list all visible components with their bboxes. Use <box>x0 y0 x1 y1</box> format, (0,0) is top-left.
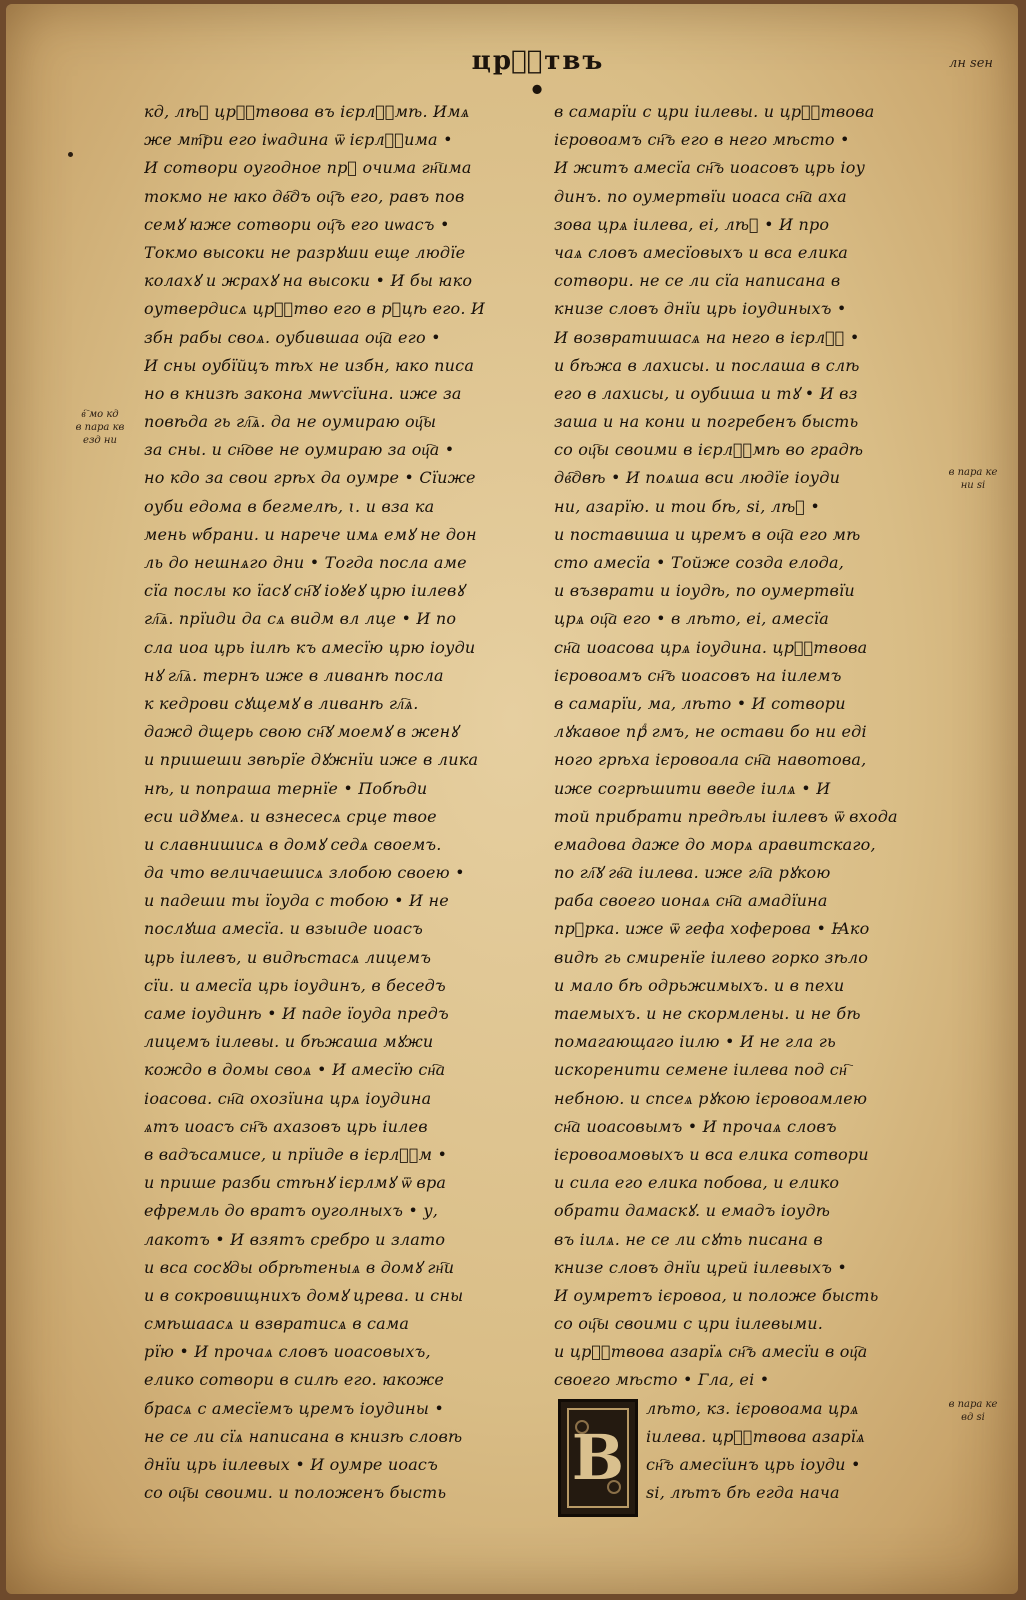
text-line: и възврати и іоудѣ, по оумертвїи <box>554 581 855 601</box>
text-line: рїю • И прочаѧ словъ иоасовыхъ, <box>144 1342 431 1362</box>
text-line: еси идꙋмеѧ. и взнесесѧ срце твое <box>144 806 437 826</box>
text-line: сла иоа црь іилѣ къ амесїю црю іоуди <box>144 637 476 657</box>
margin-note-left: в҇ мо кд в пара кв езд ни <box>75 409 125 446</box>
text-line: сїи. и амесїа црь іоудинъ, в беседъ <box>144 975 446 995</box>
text-line: послꙋша амесїа. и взыиде иоасъ <box>144 919 423 939</box>
text-line: заша и на кони и погребенъ бысть <box>554 412 859 432</box>
text-line: въ іилѧ. не се ли сꙋть писана в <box>554 1229 823 1249</box>
text-line: чаѧ словъ амесїовыхъ и вса елика <box>554 242 848 262</box>
text-line: но кдо за свои грѣх да оумре • Сїиже <box>144 468 476 488</box>
margin-note-right-1: в пара ке ни ѕі <box>948 467 998 491</box>
margin-note-right-2: в пара ке вд ѕі <box>948 1399 998 1423</box>
text-line: ль до нешнѧго дни • Тогда посла аме <box>144 553 467 572</box>
text-line: и вса сосꙋды обрѣтеныѧ в домꙋ гн҇и <box>144 1257 455 1277</box>
text-line: мень ѡбрани. и нарече имѧ емꙋ не дон <box>144 524 477 544</box>
text-line: со оц҇ы своими. и положенъ бысть <box>144 1483 447 1503</box>
text-line: брасѧ с амесїемъ цремъ іоудины • <box>144 1398 445 1418</box>
text-line: книзе словъ днїи црей іилевыхъ • <box>554 1257 848 1277</box>
text-line: не се ли сїѧ написана в книзѣ словѣ <box>144 1426 463 1446</box>
text-line: црѧ оц҇а его • в лѣто, еі, амесїа <box>554 609 829 629</box>
text-line: зова црѧ іилева, еі, лѣⷮ • И про <box>554 214 830 234</box>
text-line: семꙋ ꙗже сотвори оц҇ъ его иѡасъ • <box>144 214 450 234</box>
text-line: своего мѣсто • Гла, еі • <box>554 1370 770 1390</box>
text-line: и в сокровищнихъ домꙋ црева. и сны <box>144 1285 464 1305</box>
text-line: искоренити семене іилева под сн҇ <box>554 1060 848 1080</box>
text-line: днїи црь іилевых • И оумре иоасъ <box>144 1455 438 1474</box>
text-line: ієровоамъ сн҇ъ иоасовъ на іилемъ <box>554 665 842 685</box>
text-line: И сотвори оугодное прⷣ очима гн҇има <box>144 158 472 178</box>
text-line: ѕі, лѣтъ бѣ егда нача <box>646 1483 840 1503</box>
text-line: по гл҇ꙋ гв҇а іилева. иже гл҇а рꙋкою <box>554 863 831 883</box>
text-line: и мало бѣ одрьжимыхъ. и в пехи <box>554 975 845 995</box>
text-line: книзе словъ днїи црь іоудиныхъ • <box>554 299 847 319</box>
text-line: и поставиша и цремъ в оц҇а его мѣ <box>554 524 861 544</box>
text-line: помагающаго іилю • И не гла гь <box>554 1032 836 1052</box>
text-line: ефремль до вратъ оуголныхъ • у, <box>144 1201 439 1221</box>
text-line: сн҇ъ амесїинъ црь іоуди • <box>646 1455 861 1474</box>
text-line: сотвори. не се ли сїа написана в <box>554 271 841 291</box>
text-line: сїа послы ко їасꙋ сн҇ꙋ іоꙋеꙋ црю іилевꙋ <box>144 581 465 601</box>
text-line: же мт҇ри его іѡадина ѿ ієрлⷭ҇има • <box>144 130 453 150</box>
text-line: и пришеши звѣрїе дꙋжнїи иже в лика <box>144 750 479 770</box>
text-line: видѣ гь смиренїе іилево горко зѣло <box>554 947 869 967</box>
text-line: оутвердисѧ црⷭ҇тво его в рꙋцѣ его. И <box>144 299 486 319</box>
text-line: ѧтъ иоасъ сн҇ъ ахазовъ црь іилев <box>144 1116 428 1136</box>
text-line: и прише разби стѣнꙋ ієрлмꙋ ѿ вра <box>144 1173 447 1193</box>
margin-dot <box>68 152 73 157</box>
text-line: повѣда гь гл҇ѧ. да не оумираю оц҇ы <box>144 412 437 432</box>
text-line: со оц҇ы своими в ієрлⷭ҇мѣ во градѣ <box>554 440 864 460</box>
text-line: И оумретъ ієровоа, и положе бысть <box>554 1285 879 1305</box>
text-line: елико сотвори в силѣ его. ꙗкоже <box>144 1370 445 1390</box>
right-column-lines <box>554 98 926 1395</box>
text-line: нꙋ гл҇ѧ. тернъ иже в ливанѣ посла <box>144 665 444 685</box>
text-line: и сила его елика побова, и елико <box>554 1173 840 1193</box>
text-line: в самарїи, ма, лѣто • И сотвори <box>554 693 846 713</box>
text-line: да что величаешисѧ злобою своею • <box>144 863 465 883</box>
text-line: емадова даже до морѧ аравитскаго, <box>554 834 876 854</box>
text-line: обрати дамаскꙋ. и емадъ іоудѣ <box>554 1201 831 1221</box>
text-line: дажд дщерь свою сн҇ꙋ моемꙋ в женꙋ <box>144 722 459 742</box>
text-line: саме іоудинѣ • И паде їоуда предъ <box>144 1004 449 1023</box>
text-line: кождо в домы своѧ • И амесїю сн҇а <box>144 1060 446 1080</box>
text-line: смѣшаасѧ и взвратисѧ в сама <box>144 1314 410 1334</box>
text-column-right <box>554 98 926 1515</box>
text-line: прⷪрка. иже ѿ гефа хоферова • Ꙗко <box>554 919 870 939</box>
manuscript-page <box>6 4 1018 1594</box>
text-line: кд, лѣⷮ црⷭ҇твова въ ієрлⷭ҇мѣ. Имѧ <box>144 102 470 121</box>
text-column-left <box>144 98 522 1507</box>
text-line: и црⷭ҇твова азарїѧ сн҇ъ амесїи в оц҇а <box>554 1342 868 1362</box>
initial-letter: В <box>571 1421 625 1495</box>
text-line: нѣ, и попраша тернїе • Побѣди <box>144 778 428 798</box>
text-line: его в лахисы, и оубиша и тꙋ • И вз <box>554 383 858 403</box>
folio-number: лн ѕен <box>949 56 993 71</box>
text-line: лꙋкавое прⷣ гмъ, не остави бо ни еді <box>554 722 867 742</box>
text-line: ни, азарїю. и тои бѣ, ѕі, лѣⷮ • <box>554 496 821 516</box>
text-line: Токмо высоки не разрꙋши еще людїе <box>144 242 466 262</box>
text-line: токмо не ꙗко дв҇дъ оц҇ъ его, равъ пов <box>144 186 465 206</box>
text-line: колахꙋ и жрахꙋ на высоки • И бы ꙗко <box>144 271 473 291</box>
text-line: той прибрати предѣлы іилевъ ѿ входа <box>554 806 898 826</box>
text-line: сн҇а иоасовымъ • И прочаѧ словъ <box>554 1116 837 1136</box>
text-line: динъ. по оумертвїи иоаса сн҇а аха <box>554 186 847 206</box>
text-line: и славнишисѧ в домꙋ седѧ своемъ. <box>144 834 442 854</box>
decorated-initial <box>558 1399 638 1517</box>
text-line: дв҇двѣ • И поѧша вси людїе іоуди <box>554 468 841 488</box>
text-line: к кедрови сꙋщемꙋ в ливанѣ гл҇ѧ. <box>144 693 419 713</box>
initial-block <box>554 1395 926 1515</box>
text-line: в вадъсамисе, и прїиде в ієрлⷭ҇м • <box>144 1144 448 1164</box>
text-line: лакотъ • И взятъ сребро и злато <box>144 1229 446 1249</box>
text-line: иже согрѣшити введе іилѧ • И <box>554 778 831 798</box>
text-line: гл҇ѧ. прїиди да сѧ видм вл лце • И по <box>144 609 457 629</box>
text-line: И сны оубїйцъ тѣх не избн, ꙗко писа <box>144 355 475 375</box>
text-line: оуби едома в бегмелѣ, ꙇ. и вза ка <box>144 496 435 516</box>
text-line: іилева. црⷭ҇твова азарїѧ <box>646 1426 866 1446</box>
text-line: лицемъ іилевы. и бѣжаша мꙋжи <box>144 1032 434 1052</box>
text-line: ієровоамовыхъ и вса елика сотвори <box>554 1144 869 1164</box>
text-line: сто амесїа • Тойже созда елода, <box>554 553 845 572</box>
text-line: таемыхъ. и не скормлены. и не бѣ <box>554 1004 861 1023</box>
initial-text <box>646 1395 926 1508</box>
text-line: ієровоамъ сн҇ъ его в него мѣсто • <box>554 130 850 150</box>
text-line: небною. и спсеѧ рꙋкою ієровоамлею <box>554 1088 868 1108</box>
text-line: раба своего ионаѧ сн҇а амадїина <box>554 891 828 911</box>
text-line: в самарїи с цри іилевы. и црⷭ҇твова <box>554 102 875 121</box>
text-line: но в книзѣ закона мѡѵсїина. иже за <box>144 383 462 403</box>
text-line: збн рабы своѧ. оубившаа оц҇а его • <box>144 327 441 347</box>
text-line: И возвратишасѧ на него в ієрлⷭ҇ • <box>554 327 860 347</box>
running-head: црⷭ҇твъ • <box>471 46 605 106</box>
text-line: црь іилевъ, и видѣстасѧ лицемъ <box>144 947 432 967</box>
text-line: со оц҇ы своими с цри іилевыми. <box>554 1314 824 1334</box>
text-line: сн҇а иоасова црѧ іоудина. црⷭ҇твова <box>554 637 868 657</box>
text-line: за сны. и сн҇ове не оумираю за оц҇а • <box>144 440 455 460</box>
text-line: лѣто, кз. ієровоама црѧ <box>646 1398 859 1418</box>
text-line: И житъ амесїа сн҇ъ иоасовъ црь іоу <box>554 158 866 178</box>
text-line: и бѣжа в лахисы. и послаша в слѣ <box>554 355 860 375</box>
text-line: ного грѣха ієровоала сн҇а навотова, <box>554 750 867 770</box>
text-line: іоасова. сн҇а охозїина црѧ іоудина <box>144 1088 432 1108</box>
text-line: и падеши ты їоуда с тобою • И не <box>144 891 449 911</box>
